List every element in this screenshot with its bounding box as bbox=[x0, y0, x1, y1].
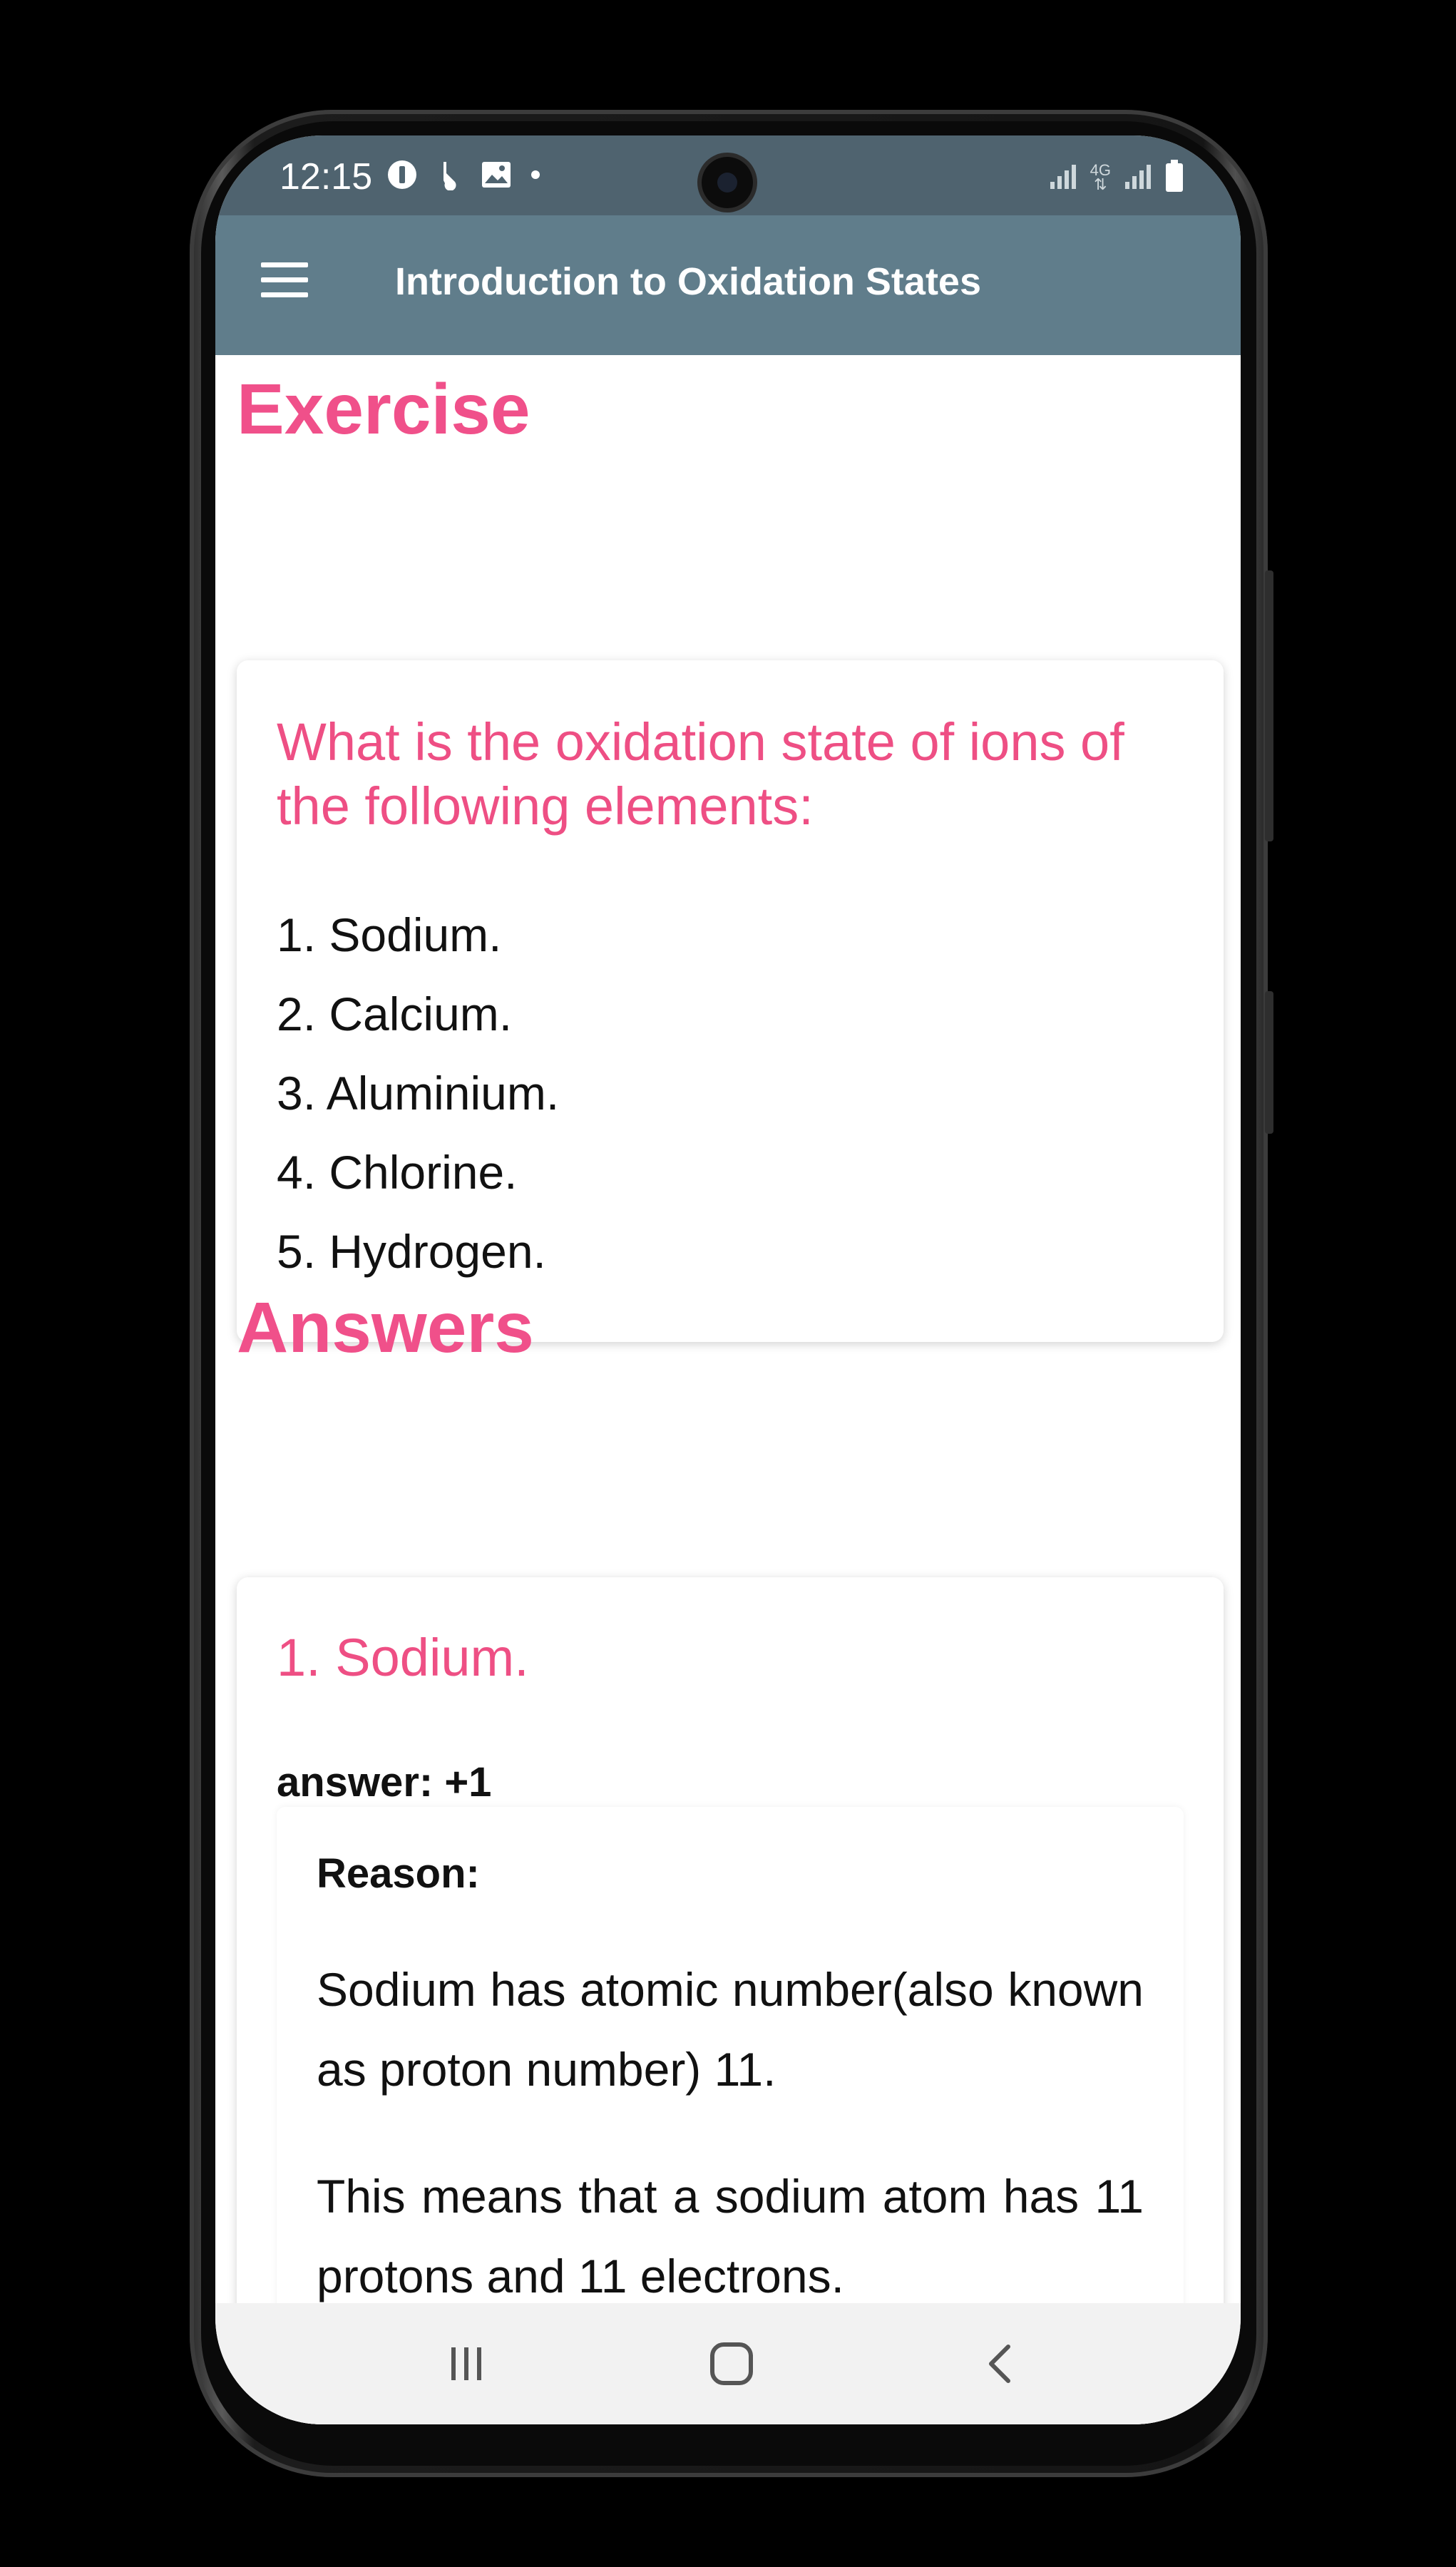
answer-card bbox=[237, 1577, 1224, 2424]
reason-paragraph: This means that a sodium atom has 11 protons and 11 electrons. bbox=[317, 2170, 1144, 2302]
list-item: 3. Aluminium. bbox=[277, 1067, 560, 1119]
lesson-content[interactable] bbox=[215, 355, 1241, 2424]
4g-data-icon: 4G ⇅ bbox=[1090, 161, 1111, 193]
home-icon[interactable] bbox=[660, 2303, 803, 2424]
answers-heading: Answers bbox=[237, 1288, 534, 1368]
status-icons-left bbox=[386, 158, 540, 194]
answer-value: answer: +1 bbox=[277, 1759, 492, 1805]
status-time: 12:15 bbox=[280, 156, 373, 198]
hamburger-menu-icon[interactable] bbox=[261, 262, 308, 301]
exercise-heading: Exercise bbox=[237, 369, 530, 449]
image-icon bbox=[481, 160, 512, 193]
network-label: 4G bbox=[1090, 161, 1111, 179]
status-bar bbox=[215, 135, 1241, 215]
app-bar bbox=[215, 215, 1241, 355]
answer-title: 1. Sodium. bbox=[277, 1628, 529, 1687]
phone-screen bbox=[215, 135, 1241, 2424]
reason-paragraph: Sodium has atomic number(also known as proton number) 11. bbox=[317, 1963, 1144, 2096]
dot-icon bbox=[530, 170, 540, 183]
front-camera bbox=[702, 157, 753, 208]
battery-icon bbox=[1165, 160, 1184, 196]
volume-button bbox=[1265, 570, 1273, 841]
power-button bbox=[1265, 991, 1273, 1134]
list-item: 1. Sodium. bbox=[277, 908, 502, 961]
signal-icon bbox=[1124, 162, 1152, 194]
list-item: 2. Calcium. bbox=[277, 988, 513, 1040]
exercise-list bbox=[277, 896, 559, 1291]
list-item: 4. Chlorine. bbox=[277, 1146, 518, 1199]
exercise-question: What is the oxidation state of ions of the following elements: bbox=[277, 712, 1124, 836]
notification-icon bbox=[436, 159, 462, 194]
app-bar-title: Introduction to Oxidation States bbox=[395, 260, 981, 303]
info-circle-icon bbox=[386, 159, 418, 194]
status-icons-right bbox=[1049, 160, 1184, 195]
signal-icon bbox=[1049, 162, 1077, 194]
list-item: 5. Hydrogen. bbox=[277, 1225, 546, 1278]
reason-label: Reason: bbox=[317, 1850, 480, 1897]
back-icon[interactable] bbox=[928, 2303, 1071, 2424]
exercise-card bbox=[237, 660, 1224, 1342]
recent-apps-icon[interactable] bbox=[395, 2303, 538, 2424]
system-nav-bar bbox=[215, 2303, 1241, 2424]
